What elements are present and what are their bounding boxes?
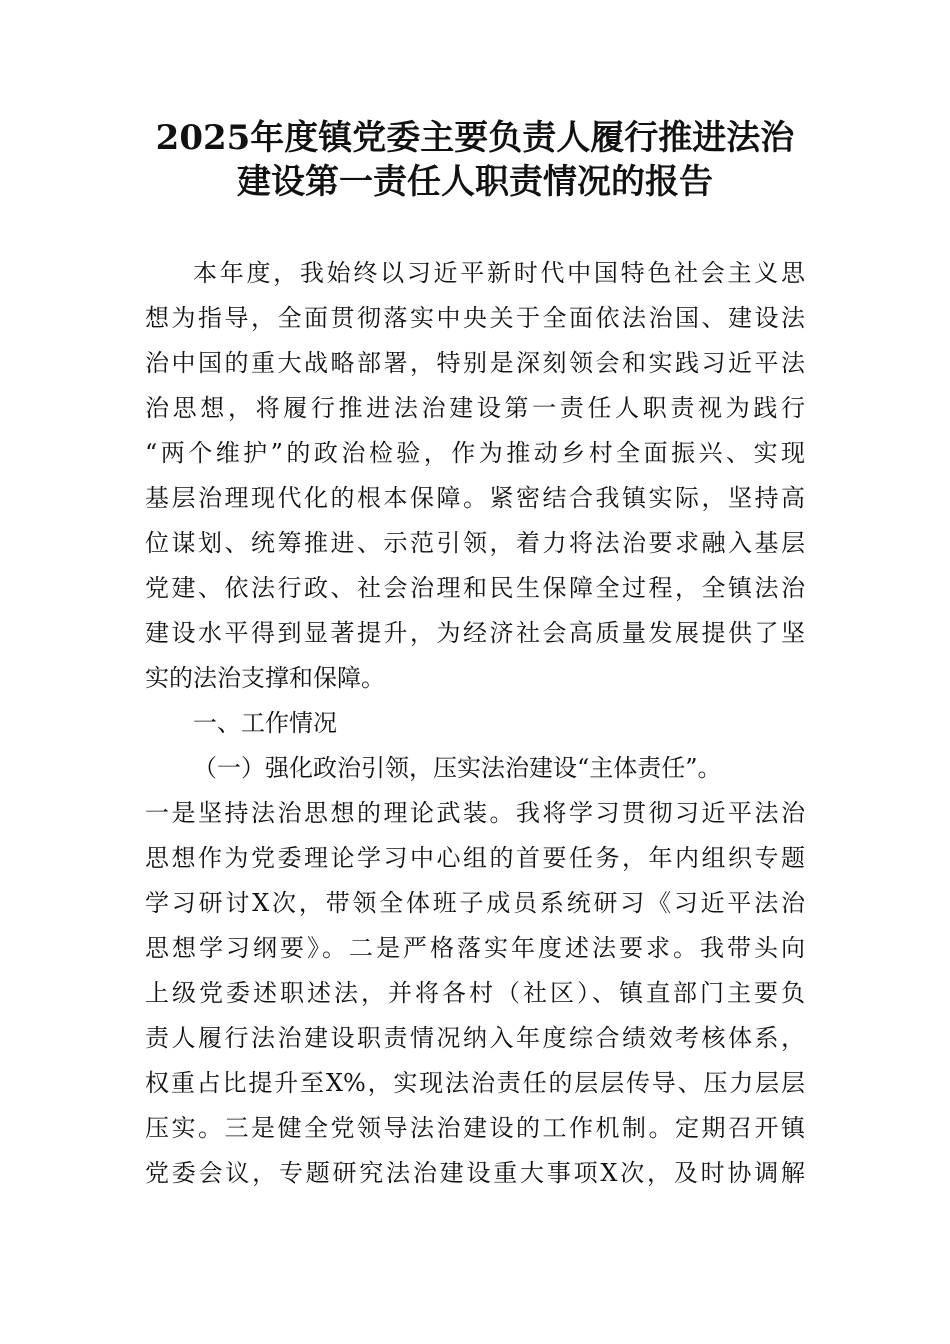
intro-paragraph-line: “两个维护”的政治检验，作为推动乡村全面振兴、实现	[145, 439, 805, 467]
body-paragraph-line: 一是坚持法治思想的理论武装。我将学习贯彻习近平法治	[145, 799, 805, 827]
intro-paragraph-line: 本年度，我始终以习近平新时代中国特色社会主义思	[193, 259, 805, 287]
body-paragraph-line: 责人履行法治建设职责情况纳入年度综合绩效考核体系，	[145, 1024, 805, 1052]
intro-paragraph-line: 治思想，将履行推进法治建设第一责任人职责视为践行	[145, 394, 805, 422]
body-paragraph-line: 压实。三是健全党领导法治建设的工作机制。定期召开镇	[145, 1114, 805, 1142]
intro-paragraph-line: 想为指导，全面贯彻落实中央关于全面依法治国、建设法	[145, 304, 805, 332]
body-paragraph-line: 上级党委述职述法，并将各村（社区）、镇直部门主要负	[145, 979, 805, 1007]
document-title-line-1: 2025年度镇党委主要负责人履行推进法治	[155, 118, 795, 158]
intro-paragraph-line: 实的法治支撑和保障。	[145, 664, 385, 692]
body-paragraph-line: 党委会议，专题研究法治建设重大事项X次，及时协调解	[145, 1159, 805, 1187]
body-paragraph-line: 思想作为党委理论学习中心组的首要任务，年内组织专题	[145, 844, 805, 872]
intro-paragraph-line: 建设水平得到显著提升，为经济社会高质量发展提供了坚	[145, 619, 805, 647]
subsection-heading: （一）强化政治引领，压实法治建设“主体责任”。	[193, 754, 722, 782]
intro-paragraph-line: 基层治理现代化的根本保障。紧密结合我镇实际，坚持高	[145, 484, 805, 512]
intro-paragraph-line: 位谋划、统筹推进、示范引领，着力将法治要求融入基层	[145, 529, 805, 557]
body-paragraph-line: 学习研讨X次，带领全体班子成员系统研习《习近平法治	[145, 889, 805, 917]
section-heading: 一、工作情况	[193, 709, 337, 737]
document-title-line-2: 建设第一责任人职责情况的报告	[237, 162, 713, 202]
body-paragraph-line: 思想学习纲要》。二是严格落实年度述法要求。我带头向	[145, 934, 805, 962]
intro-paragraph-line: 党建、依法行政、社会治理和民生保障全过程，全镇法治	[145, 574, 805, 602]
body-paragraph-line: 权重占比提升至X%，实现法治责任的层层传导、压力层层	[145, 1069, 805, 1097]
intro-paragraph-line: 治中国的重大战略部署，特别是深刻领会和实践习近平法	[145, 349, 805, 377]
